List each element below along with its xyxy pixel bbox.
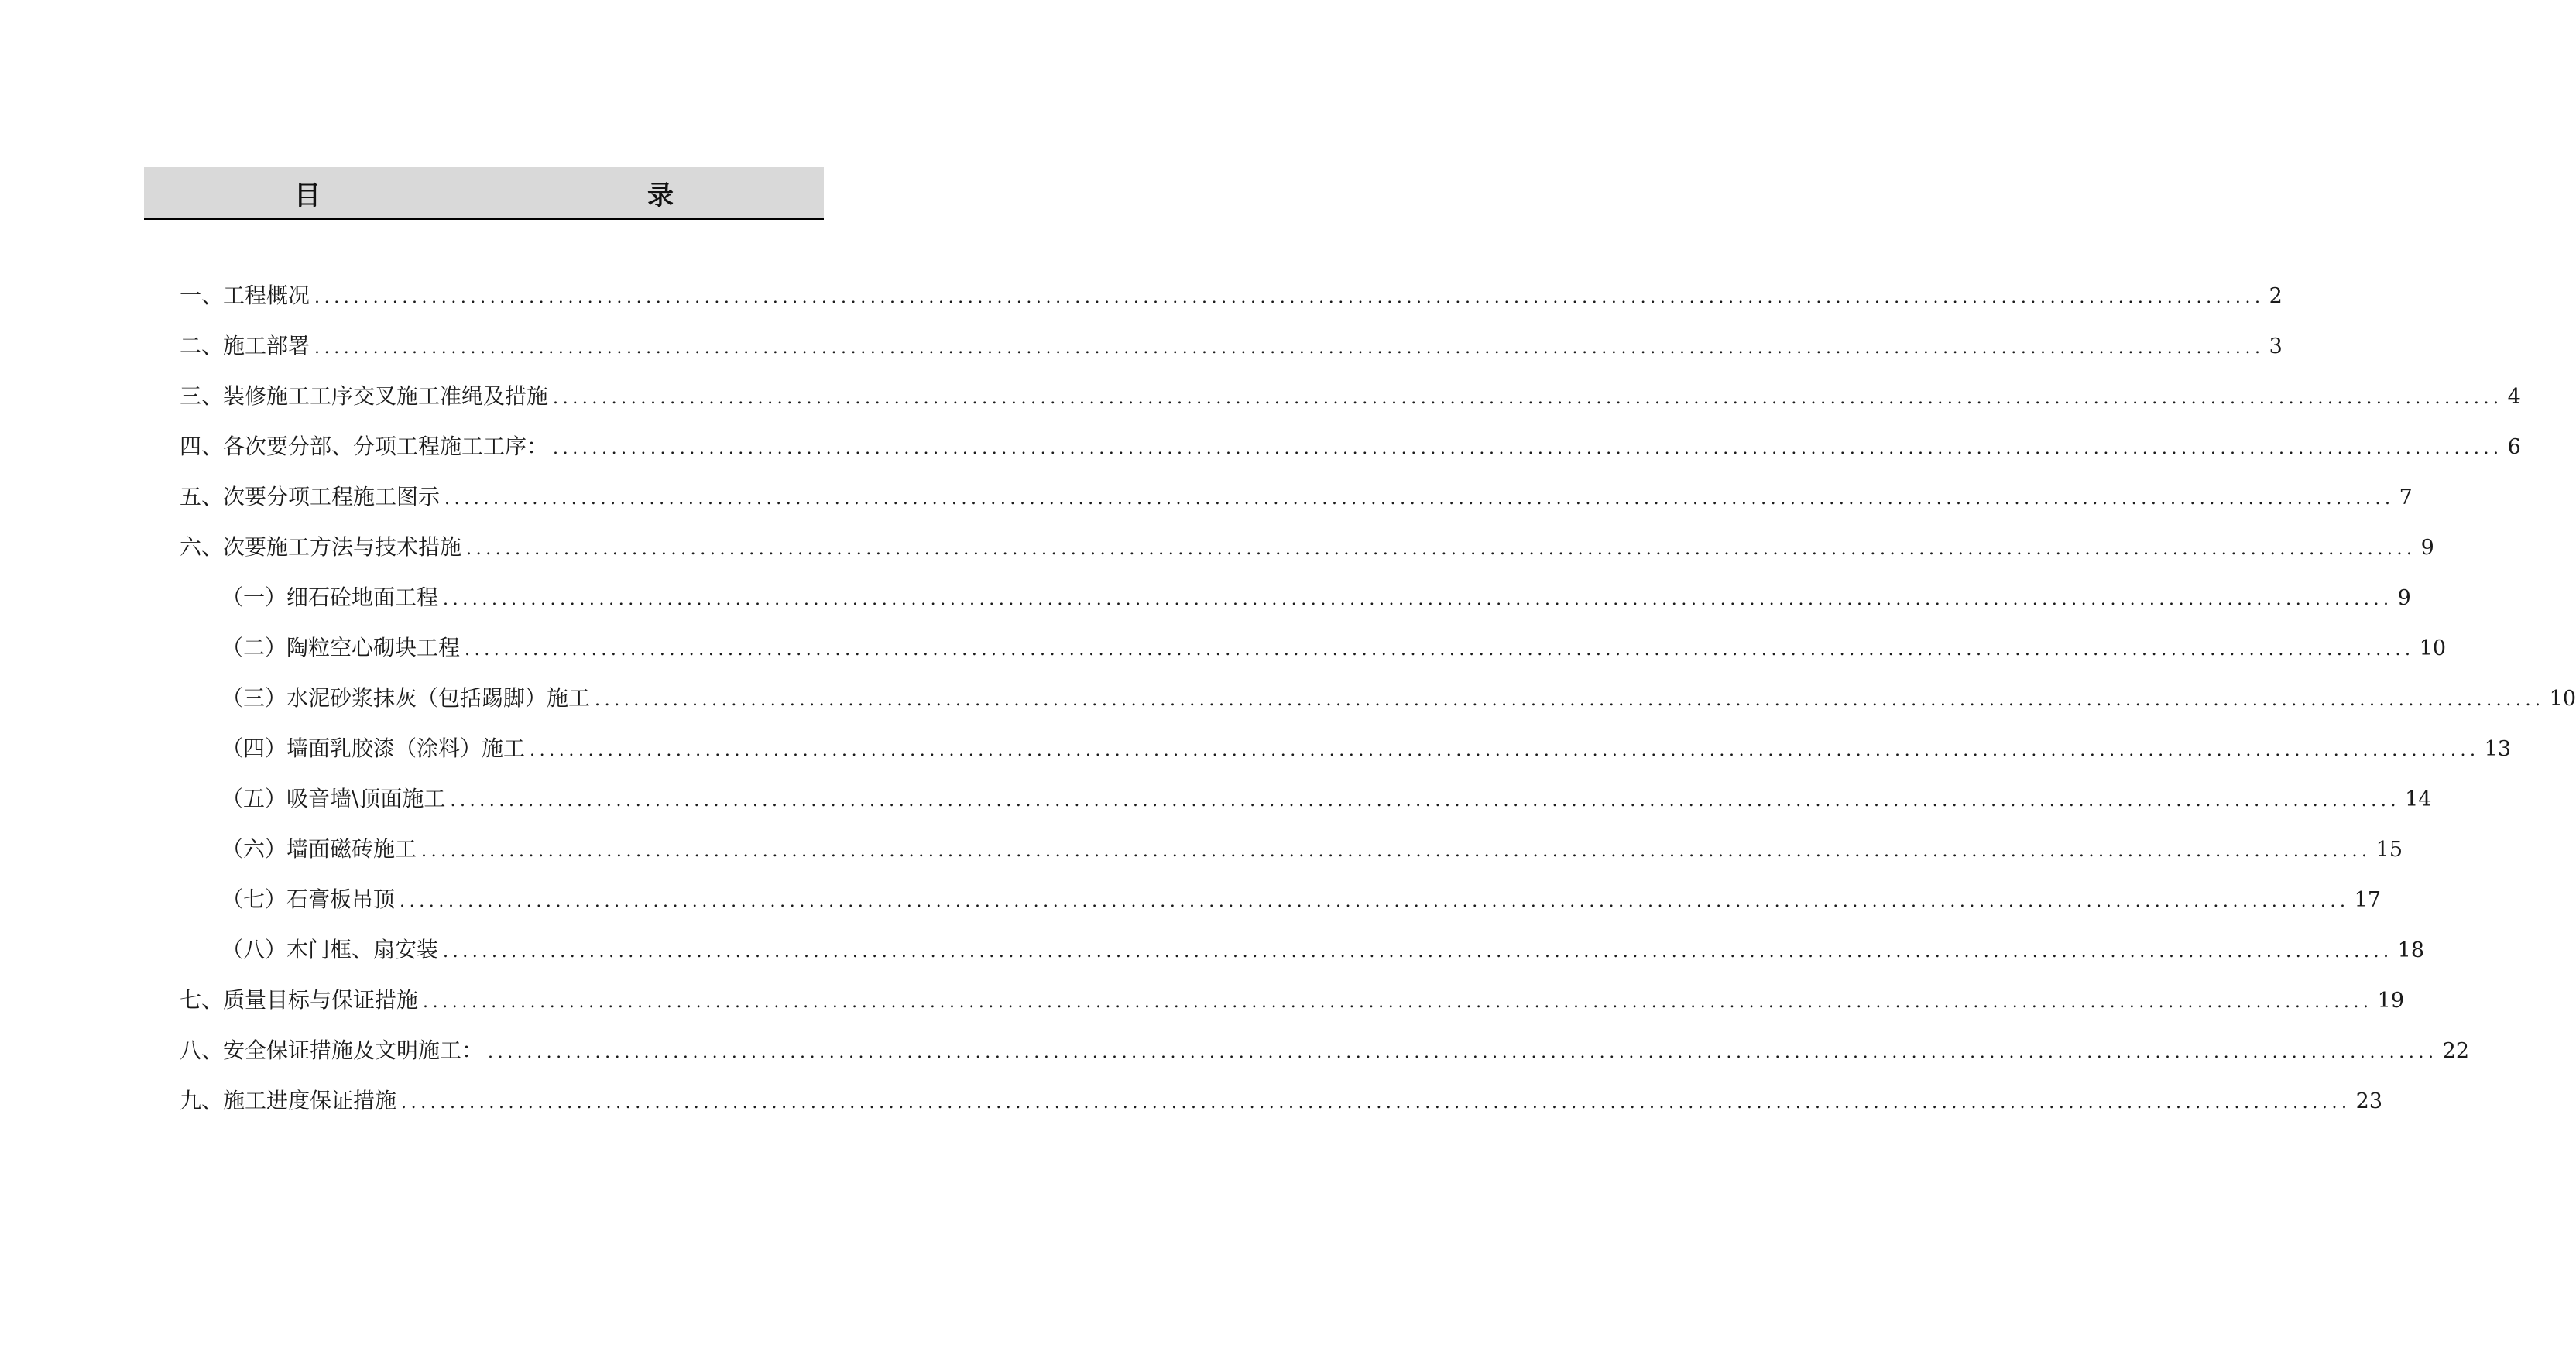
toc-entry-page-number: 6 [2507,435,2521,459]
toc-entry[interactable] [221,582,2411,613]
toc-dot-leader: ........................................................................................................................................................................................................ [443,590,2393,609]
toc-entry-page-number: 7 [2399,485,2413,509]
toc-entry[interactable] [180,381,2521,412]
toc-dot-leader: ........................................................................................................................................................................................................ [443,942,2393,962]
toc-entry-label: 二、施工部署 [180,333,310,358]
toc-dot-leader: ........................................................................................................................................................................................................ [466,540,2417,559]
toc-entry[interactable] [180,1035,2470,1066]
toc-entry-label: 三、装修施工工序交叉施工准绳及措施 [180,383,549,409]
toc-dot-leader: ........................................................................................................................................................................................................ [530,741,2480,760]
toc-entry[interactable] [180,280,2283,311]
toc-dot-leader: ........................................................................................................................................................................................................ [421,842,2372,861]
toc-entry-label: 八、安全保证措施及文明施工： [180,1037,484,1063]
toc-entry-label: 六、次要施工方法与技术措施 [180,534,462,560]
toc-entry-label: 九、施工进度保证措施 [180,1088,397,1113]
toc-entry-label: 七、质量目标与保证措施 [180,987,419,1013]
toc-entry-label: （一）细石砼地面工程 [221,585,439,610]
toc-entry-label: 五、次要分项工程施工图示 [180,484,441,509]
toc-entry-page-number: 17 [2354,888,2382,912]
toc-entry-label: 一、工程概况 [180,283,310,308]
toc-entry[interactable] [221,733,2512,764]
toc-entry-page-number: 9 [2397,586,2411,610]
toc-dot-leader: ........................................................................................................................................................................................................ [444,489,2395,509]
toc-entry[interactable] [180,985,2405,1016]
toc-dot-leader: ........................................................................................................................................................................................................ [400,892,2350,911]
toc-entry-label: （三）水泥砂浆抹灰（包括踢脚）施工 [221,685,591,711]
toc-entry[interactable] [221,633,2447,664]
toc-dot-leader: ........................................................................................................................................................................................................ [488,1043,2438,1062]
toc-entry-page-number: 9 [2420,536,2434,560]
toc-dot-leader: ........................................................................................................................................................................................................ [423,993,2373,1012]
toc-entry-label: （七）石膏板吊顶 [221,886,396,912]
toc-title: 目 录 [294,180,765,211]
toc-entry-page-number: 18 [2397,938,2425,962]
toc-dot-leader: ........................................................................................................................................................................................................ [465,640,2415,660]
toc-entry[interactable] [180,482,2413,513]
toc-entry-label: （二）陶粒空心砌块工程 [221,635,461,660]
toc-dot-leader: ........................................................................................................................................................................................................ [314,288,2265,307]
toc-entry[interactable] [221,834,2403,865]
toc-entry[interactable] [180,1085,2383,1116]
toc-entry-label: 四、各次要分部、分项工程施工工序： [180,434,549,459]
toc-entry-page-number: 15 [2375,838,2403,862]
toc-entry-page-number: 13 [2484,737,2512,761]
toc-entry-page-number: 3 [2269,334,2283,358]
toc-entry-page-number: 4 [2507,385,2521,409]
toc-entry-page-number: 10 [2549,687,2576,711]
toc-dot-leader: ........................................................................................................................................................................................................ [450,791,2401,811]
toc-entry-label: （六）墙面磁砖施工 [221,836,417,862]
toc-entry-page-number: 23 [2355,1089,2383,1113]
toc-entry[interactable] [180,532,2434,563]
toc-entry-label: （五）吸音墙\顶面施工 [221,786,446,811]
toc-entry[interactable] [221,884,2382,915]
toc-entry[interactable] [180,331,2283,362]
toc-entry-page-number: 10 [2419,636,2447,660]
toc-entry-page-number: 22 [2442,1039,2470,1063]
toc-entry[interactable] [180,431,2521,462]
toc-entry[interactable] [221,934,2425,965]
toc-entry-page-number: 14 [2405,787,2432,811]
toc-entry-label: （四）墙面乳胶漆（涂料）施工 [221,736,526,761]
toc-dot-leader: ........................................................................................................................................................................................................ [553,439,2503,458]
toc-entry[interactable] [221,683,2576,714]
toc-entry-page-number: 2 [2269,284,2283,308]
toc-entry-label: （八）木门框、扇安装 [221,937,439,962]
toc-entry-page-number: 19 [2377,989,2405,1013]
toc-dot-leader: ........................................................................................................................................................................................................ [595,691,2545,710]
toc-dot-leader: ........................................................................................................................................................................................................ [401,1093,2351,1113]
toc-entry[interactable] [221,784,2432,814]
toc-dot-leader: ........................................................................................................................................................................................................ [553,389,2503,408]
toc-dot-leader: ........................................................................................................................................................................................................ [314,338,2265,358]
